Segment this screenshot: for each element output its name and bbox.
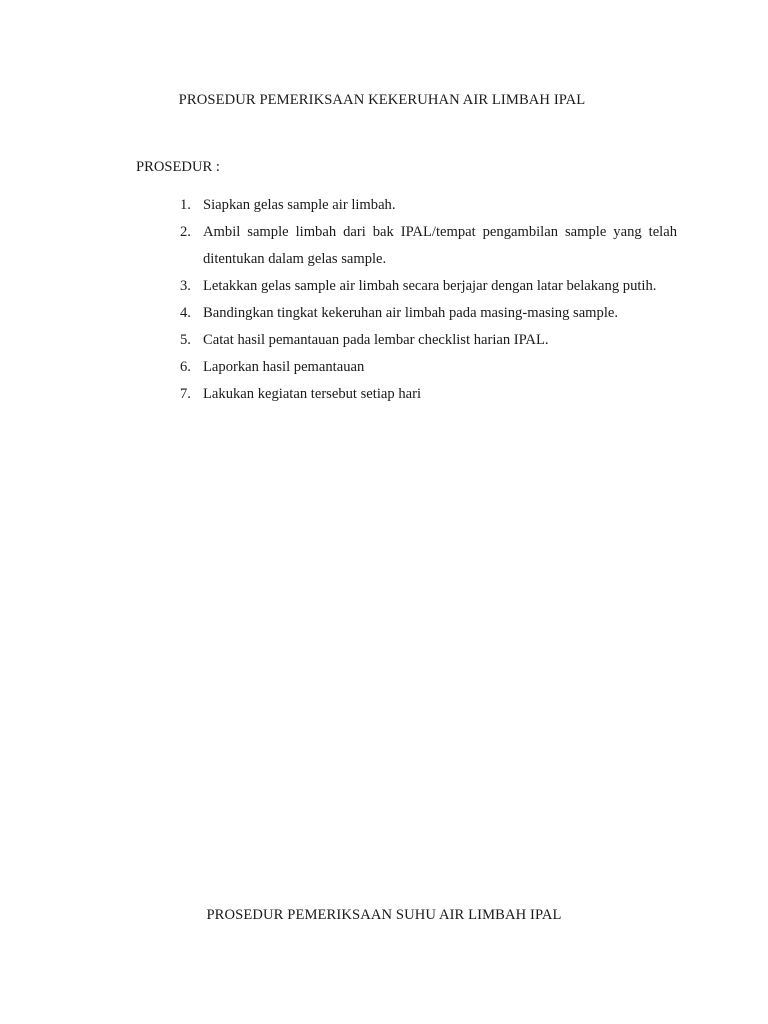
step-number: 1. xyxy=(180,197,191,213)
step-number: 7. xyxy=(180,386,191,402)
document-title: PROSEDUR PEMERIKSAAN KEKERUHAN AIR LIMBAH IPAL xyxy=(178,92,586,108)
step-text: Ambil sample limbah dari bak IPAL/tempat pengambilan sample yang telah ditentukan dalam gelas sample. xyxy=(203,224,677,267)
list-item xyxy=(180,381,677,408)
procedure-steps-list xyxy=(180,192,677,408)
step-text: Bandingkan tingkat kekeruhan air limbah pada masing-masing sample. xyxy=(203,305,619,321)
next-section-title: PROSEDUR PEMERIKSAAN SUHU AIR LIMBAH IPAL xyxy=(206,907,562,923)
step-text: Laporkan hasil pemantauan xyxy=(203,359,365,375)
list-item xyxy=(180,192,677,219)
list-item xyxy=(180,273,677,300)
step-number: 5. xyxy=(180,332,191,348)
section-label: PROSEDUR : xyxy=(136,159,220,175)
step-text: Letakkan gelas sample air limbah secara berjajar dengan latar belakang putih. xyxy=(203,278,657,294)
step-number: 3. xyxy=(180,278,191,294)
step-text: Catat hasil pemantauan pada lembar checklist harian IPAL. xyxy=(203,332,549,348)
step-number: 4. xyxy=(180,305,191,321)
step-number: 2. xyxy=(180,224,191,240)
list-item xyxy=(180,219,677,273)
list-item xyxy=(180,327,677,354)
list-item xyxy=(180,300,677,327)
list-item xyxy=(180,354,677,381)
step-text: Siapkan gelas sample air limbah. xyxy=(203,197,396,213)
step-number: 6. xyxy=(180,359,191,375)
step-text: Lakukan kegiatan tersebut setiap hari xyxy=(203,386,422,402)
